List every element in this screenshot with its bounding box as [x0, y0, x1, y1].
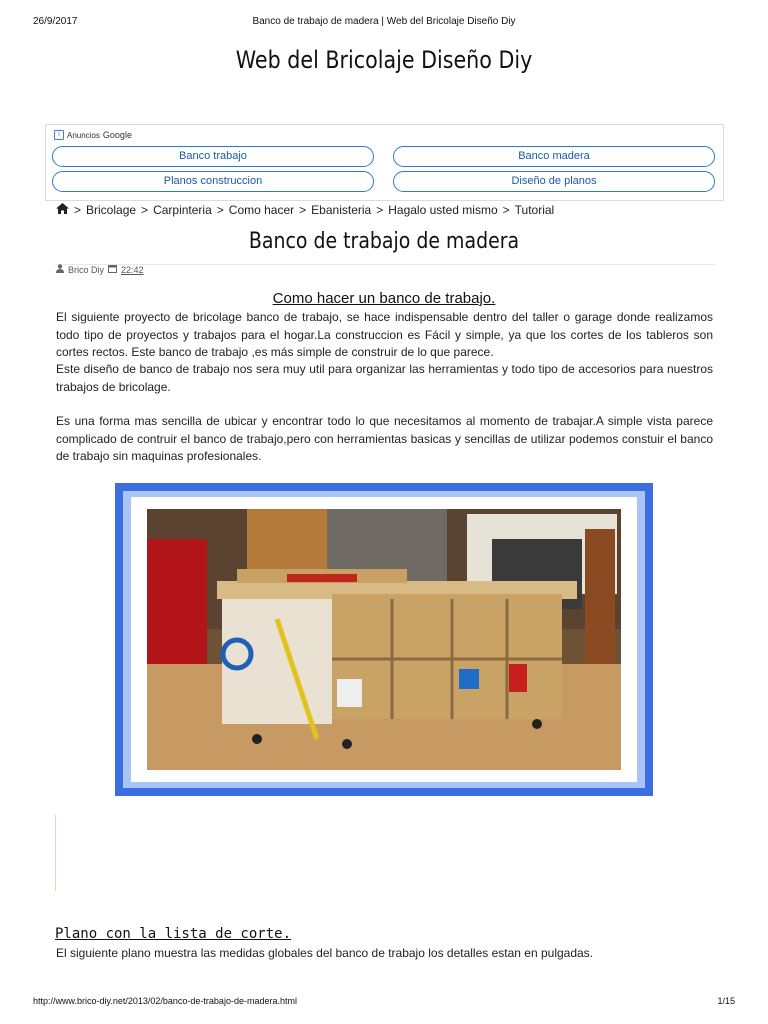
author-icon	[56, 264, 64, 275]
breadcrumb	[56, 203, 554, 217]
post-time[interactable]: 22:42	[121, 264, 144, 275]
print-url[interactable]: http://www.brico-diy.net/2013/02/banco-de-trabajo-de-madera.html	[33, 996, 297, 1006]
breadcrumb-separator: >	[299, 203, 307, 217]
breadcrumb-separator: >	[376, 203, 384, 217]
print-header	[33, 16, 735, 30]
workbench-photo[interactable]	[147, 509, 621, 770]
ad-button-planos-construccion[interactable]: Planos construccion	[52, 171, 374, 192]
ad-info-icon[interactable]: i	[54, 130, 64, 140]
home-icon[interactable]	[56, 203, 69, 217]
ads-label-prefix: Anuncios	[67, 130, 100, 140]
breadcrumb-item-carpinteria[interactable]: Carpinteria	[153, 203, 212, 217]
section-heading: Como hacer un banco de trabajo.	[272, 290, 496, 307]
ad-button-banco-trabajo[interactable]: Banco trabajo	[52, 146, 374, 167]
calendar-icon	[108, 264, 117, 275]
ad-button-banco-madera[interactable]: Banco madera	[393, 146, 715, 167]
breadcrumb-item-hagalo-usted-mismo[interactable]: Hagalo usted mismo	[388, 203, 498, 217]
decorative-line	[55, 815, 56, 891]
ad-button-diseno-de-planos[interactable]: Diseño de planos	[393, 171, 715, 192]
article-paragraph: Este diseño de banco de trabajo nos sera muy util para organizar las herramientas y todo tipo de accesorios para nuestros trabajos de bricolage.	[56, 362, 713, 394]
breadcrumb-item-tutorial[interactable]: Tutorial	[514, 203, 555, 217]
post-author[interactable]: Brico Diy	[68, 264, 105, 275]
plan-heading: Plano con la lista de corte.	[55, 926, 292, 942]
article-paragraph: Es una forma mas sencilla de ubicar y encontrar todo lo que necesitamos al momento de trabajar.A simple vista parece complicado de contruir el banco de trabajo,pero con herramientas basicas y sencillas de utilizar podemos constuir el banco de trabajo sin maquinas profesionales.	[56, 414, 713, 463]
site-title[interactable]: Web del Bricolaje Diseño Diy	[235, 46, 533, 74]
breadcrumb-separator: >	[74, 203, 82, 217]
print-footer	[33, 996, 735, 1008]
workbench-photo-frame	[115, 483, 653, 796]
title-divider	[55, 264, 715, 265]
breadcrumb-item-como-hacer[interactable]: Como hacer	[228, 203, 295, 217]
breadcrumb-separator: >	[502, 203, 510, 217]
article-title: Banco de trabajo de madera	[248, 229, 520, 254]
breadcrumb-item-bricolage[interactable]: Bricolage	[86, 203, 137, 217]
ads-box	[45, 124, 724, 201]
plan-description: El siguiente plano muestra las medidas globales del banco de trabajo los detalles estan en pulgadas.	[56, 946, 594, 960]
breadcrumb-separator: >	[141, 203, 149, 217]
post-meta	[56, 264, 144, 275]
breadcrumb-item-ebanisteria[interactable]: Ebanisteria	[311, 203, 372, 217]
ads-label[interactable]	[54, 130, 132, 140]
print-date: 26/9/2017	[33, 16, 78, 27]
article-paragraph: El siguiente proyecto de bricolage banco de trabajo, se hace indispensable dentro del taller o garage donde realizamos todo tipo de proyectos y trabajos para el hogar.La construccion es Fácil y simple, ya que los cortes de los tableros son cortes rectos. Este banco de trabajo ,es más simple de construir de lo que parece.	[56, 310, 713, 359]
print-page-title: Banco de trabajo de madera | Web del Bricolaje Diseño Diy	[252, 16, 516, 27]
breadcrumb-separator: >	[216, 203, 224, 217]
page-number: 1/15	[717, 996, 735, 1006]
ads-label-brand: Google	[102, 130, 132, 140]
